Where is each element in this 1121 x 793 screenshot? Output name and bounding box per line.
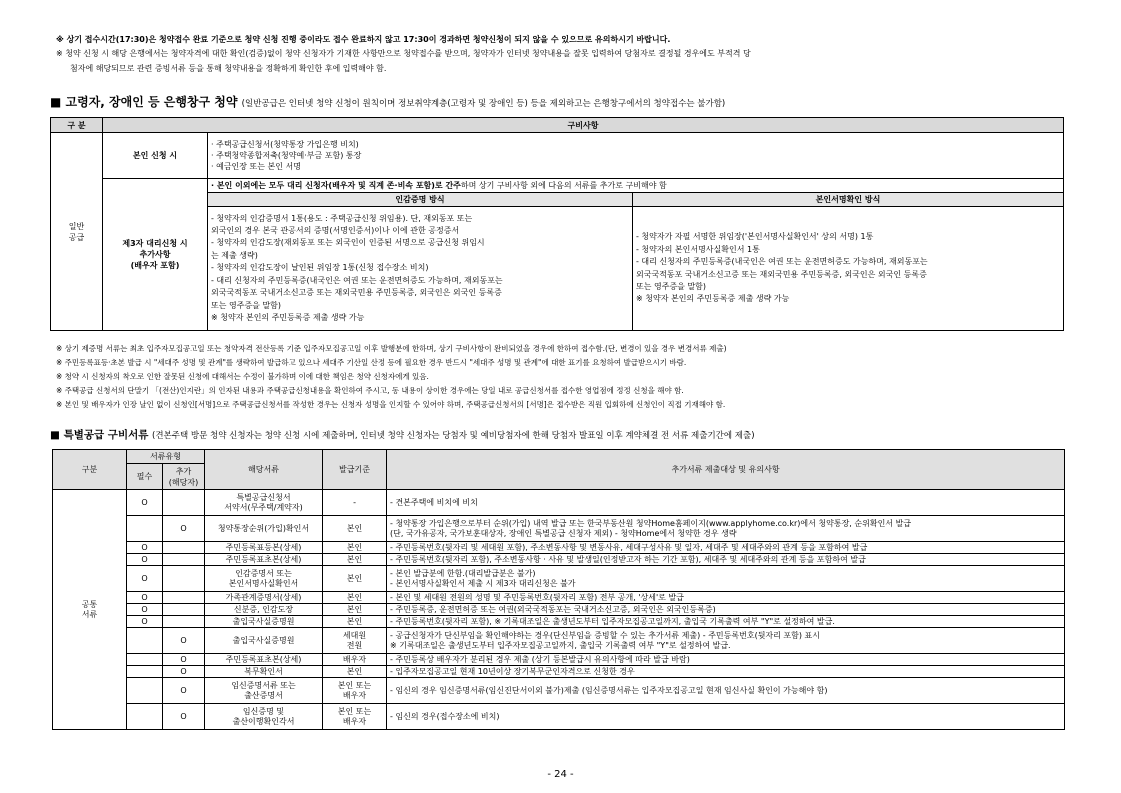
- issuer: 본인 또는 배우자: [323, 704, 387, 730]
- table-row: [53, 604, 1065, 616]
- issuer: 본인: [323, 616, 387, 628]
- table-row: [53, 654, 1065, 666]
- extra-mark: [163, 566, 205, 592]
- doc-note: - 주민등록번호(뒷자리 포함), ※ 기록대조일은 출생년도부터 입주자모집공고일까지, 출입국 기록출력 여부 "Y"로 설정하여 발급.: [387, 616, 1065, 628]
- notice-check-cont: 첨자에 해당되므로 관련 증빙서류 등을 통해 청약내용을 정확하게 확인한 후에 입력해야 함.: [70, 64, 387, 73]
- col-doc-type: 서류유형: [127, 450, 205, 464]
- col-gubun: 구분: [53, 450, 127, 490]
- section1-heading: [50, 93, 725, 110]
- doc-note: - 청약통장 가입은행으로부터 순위(가입) 내역 발급 또는 한국부동산원 청약Home홈페이지(www.applyhome.co.kr)에서 청약통장, 순위확인서 발급 (단, 국가유공자, 국가보훈대상자, 장애인 특별공급 신청자 제외) - 청약Home에서 청약한 경우 생략: [387, 516, 1065, 542]
- table-row: [53, 554, 1065, 566]
- row-proxy-label: 제3자 대리신청 시 추가사항 (배우자 포함): [103, 179, 208, 331]
- required-mark: O: [127, 490, 163, 516]
- category-general: 일반 공급: [51, 133, 103, 331]
- extra-mark: O: [163, 628, 205, 654]
- table-row: [53, 542, 1065, 554]
- table-row: [53, 678, 1065, 704]
- extra-mark: [163, 554, 205, 566]
- col-sign: 본인서명확인 방식: [633, 193, 1064, 207]
- doc-note: - 본인 발급분에 한함.(대리발급분은 불가) - 본인서명사실확인서 제출 시 제3자 대리신청은 불가: [387, 566, 1065, 592]
- extra-mark: [163, 604, 205, 616]
- required-mark: O: [127, 616, 163, 628]
- notice-mid-4: ※ 주택공급 신청서의 단말기 「(전산)인지란」의 인자된 내용과 주택공급신청내용을 확인하여 주시고, 동 내용이 상이한 경우에는 당일 내로 공급신청서를 접수한 영업점에 정정 신청을 해야 함.: [56, 386, 684, 395]
- table-row: [53, 666, 1065, 678]
- extra-mark: O: [163, 678, 205, 704]
- required-mark: O: [127, 566, 163, 592]
- doc-note: - 주민등록상 배우자가 분리된 경우 제출 (상기 등본발급시 유의사항에 따라 발급 바람): [387, 654, 1065, 666]
- row-self-label: 본인 신청 시: [103, 133, 208, 179]
- special-supply-docs-table: [52, 449, 1065, 730]
- doc-note: - 입주자모집공고일 현재 10년이상 장기복무군인자격으로 신청한 경우: [387, 666, 1065, 678]
- doc-note: - 공급신청자가 단신부임을 확인해야하는 경우(단신부임을 증빙할 수 있는 추가서류 제출) - 주민등록번호(뒷자리 포함) 표시 ※ 기록대조일은 출생년도부터 입주자모집공고일까지, 출입국 기록출력 여부 "Y"로 설정하여 발급.: [387, 628, 1065, 654]
- section1-title: ■ 고령자, 장애인 등 은행창구 청약: [50, 95, 238, 109]
- table-row: [53, 616, 1065, 628]
- table-row: [53, 566, 1065, 592]
- doc-note: - 주민등록번호(뒷자리 및 세대원 포함), 주소변동사항 및 변동사유, 세대구성사유 및 일자, 세대주 및 세대주와의 관계 등을 포함하여 발급: [387, 542, 1065, 554]
- required-mark: O: [127, 542, 163, 554]
- doc-name: 청약통장순위(가입)확인서: [205, 516, 323, 542]
- sign-method-items: - 청약자가 자필 서명한 위임장('본인서명사실확인서' 상의 서명) 1통 - 청약자의 본인서명사실확인서 1통 - 대리 신청자의 주민등록증(내국인은 여권 또는 운전면허증도 가능하며, 재외동포는 외국국적동포 국내거소신고증 또는 재외국민용 주민등록증, 외국인은 외국인 등록증 또는 영주증을 말함) ※ 청약자 본인의 주민등록증 제출 생략 가능: [633, 207, 1064, 331]
- required-mark: O: [127, 592, 163, 604]
- extra-mark: [163, 592, 205, 604]
- row-self-items: · 주택공급신청서(청약통장 가입은행 비치) · 주택청약종합저축(청약예·부금 포함) 통장 · 예금인장 또는 본인 서명: [208, 133, 1064, 179]
- page-number: - 24 -: [547, 769, 574, 780]
- notice-mid-2: ※ 주민등록표등·초본 발급 시 "세대주 성명 및 관계"를 생략하여 발급하고 있으나 세대주 기산일 산정 등에 필요한 경우 반드시 "세대주 성명 및 관계"에 대한 표기를 요청하여 발급받으시기 바람.: [56, 358, 687, 367]
- issuer: 세대원 전원: [323, 628, 387, 654]
- issuer: 본인: [323, 542, 387, 554]
- issuer: 본인 또는 배우자: [323, 678, 387, 704]
- issuer: 본인: [323, 566, 387, 592]
- extra-mark: O: [163, 516, 205, 542]
- seal-method-items: - 청약자의 인감증명서 1통(용도 : 주택공급신청 위임용). 단, 재외동포 또는 외국인의 경우 본국 관공서의 증명(서명인증서)이나 이에 관한 공정증서 - 청약자의 인감도장(재외동포 또는 외국인이 인증된 서명으로 공급신청 위임시 는 제출 생략) - 청약자의 인감도장이 날인된 위임장 1통(신청 접수장소 비치) - 대리 신청자의 주민등록증(내국인은 여권 또는 운전면허증도 가능하며, 재외동포는 외국국적동포 국내거소신고증 또는 재외국민용 주민등록증, 외국인은 외국인 등록증 또는 영주증을 말함) ※ 청약자 본인의 주민등록증 제출 생략 가능: [208, 207, 633, 331]
- issuer: 본인: [323, 604, 387, 616]
- section1-subtitle: (일반공급은 인터넷 청약 신청이 원칙이며 정보취약계층(고령자 및 장애인 등) 등을 제외하고는 은행창구에서의 청약접수는 불가함): [241, 99, 726, 109]
- doc-name: 신분증, 인감도장: [205, 604, 323, 616]
- required-mark: O: [127, 604, 163, 616]
- extra-mark: [163, 490, 205, 516]
- required-mark: [127, 516, 163, 542]
- required-mark: [127, 704, 163, 730]
- issuer: 배우자: [323, 654, 387, 666]
- issuer: 본인: [323, 666, 387, 678]
- col-docs: 구비사항: [103, 118, 1064, 133]
- notice-mid-3: ※ 청약 시 신청자의 착오로 인한 잘못된 신청에 대해서는 수정이 불가하며 이에 대한 책임은 청약 신청자에게 있음.: [56, 372, 429, 381]
- issuer: 본인: [323, 592, 387, 604]
- col-gubun: 구 분: [51, 118, 103, 133]
- table-row: [53, 516, 1065, 542]
- notice-mid-1: ※ 상기 제증명 서류는 최초 입주자모집공고일 또는 청약자격 전산등록 기준 입주자모집공고일 이후 발행분에 한하며, 상기 구비사항이 완비되었을 경우에 한하여 접수함.(단, 변경이 있을 경우 변경서류 제출): [56, 344, 727, 353]
- extra-mark: [163, 542, 205, 554]
- table-row: [53, 628, 1065, 654]
- issuer: 본인: [323, 516, 387, 542]
- doc-name: 임신증명서류 또는 출산증명서: [205, 678, 323, 704]
- extra-mark: O: [163, 654, 205, 666]
- required-mark: [127, 628, 163, 654]
- issuer: 본인: [323, 554, 387, 566]
- doc-name: 가족관계증명서(상세): [205, 592, 323, 604]
- col-doc: 해당서류: [205, 450, 323, 490]
- section2-subtitle: (견본주택 방문 청약 신청자는 청약 신청 시에 제출하며, 인터넷 청약 신청자는 당첨자 및 예비당첨자에 한해 당첨자 발표일 이후 계약체결 전 서류 제출기간에 제출): [152, 431, 755, 441]
- notice-mid-5: ※ 본인 및 배우자가 인장 날인 없이 신청인[서명]으로 주택공급신청서를 작성한 경우는 신청자 성명을 인지할 수 있어야 하며, 주택공급신청서의 [서명]은 접수받은 직원 입회하에 신청인이 직접 기재해야 함.: [56, 400, 726, 409]
- col-notes: 추가서류 제출대상 및 유의사항: [387, 450, 1065, 490]
- doc-note: - 임신의 경우(접수장소에 비치): [387, 704, 1065, 730]
- doc-note: - 임신의 경우 임신증명서류(임신진단서이외 불가)제출 (임신증명서류는 입주자모집공고일 현재 임신사실 확인이 가능해야 함): [387, 678, 1065, 704]
- table-row: [53, 592, 1065, 604]
- required-mark: [127, 678, 163, 704]
- window-application-table: [50, 117, 1064, 331]
- required-mark: [127, 654, 163, 666]
- required-mark: [127, 666, 163, 678]
- doc-name: 주민등록표등본(상세): [205, 542, 323, 554]
- notice-check: ※ 청약 신청 시 해당 은행에서는 청약자격에 대한 확인(검증)없이 청약 신청자가 기재한 사항만으로 청약접수를 받으며, 청약자가 인터넷 청약내용을 잘못 입력하여 당첨자로 결정될 경우에도 부적격 당: [56, 49, 751, 58]
- required-mark: O: [127, 554, 163, 566]
- docs-table-body: [53, 490, 1065, 730]
- table-row: [53, 490, 1065, 516]
- issuer: -: [323, 490, 387, 516]
- doc-name: 인감증명서 또는 본인서명사실확인서: [205, 566, 323, 592]
- extra-mark: O: [163, 666, 205, 678]
- table-row: [53, 704, 1065, 730]
- doc-name: 주민등록표초본(상세): [205, 654, 323, 666]
- col-seal: 인감증명 방식: [208, 193, 633, 207]
- doc-name: 출입국사실증명원: [205, 616, 323, 628]
- doc-note: - 견본주택에 비치에 비치: [387, 490, 1065, 516]
- doc-note: - 본인 및 세대원 전원의 성명 및 주민등록번호(뒷자리 포함) 전부 공개, '상세'로 발급: [387, 592, 1065, 604]
- col-required: 필수: [127, 464, 163, 490]
- doc-name: 특별공급신청서 서약서(무주택/계약자): [205, 490, 323, 516]
- col-extra: 추가 (해당자): [163, 464, 205, 490]
- doc-name: 주민등록표초본(상세): [205, 554, 323, 566]
- extra-mark: O: [163, 704, 205, 730]
- row-proxy-intro: · 본인 이외에는 모두 대리 신청자(배우자 및 직계 존·비속 포함)로 간주하며 상기 구비사항 외에 다음의 서류를 추가로 구비해야 함: [208, 179, 1064, 193]
- doc-note: - 주민등록번호(뒷자리 포함), 주소변동사항 · 사유 및 발생일(인정받고자 하는 기간 포함), 세대주 및 세대주와의 관계 등을 포함하여 발급: [387, 554, 1065, 566]
- notice-time: ※ 상기 접수시간(17:30)은 청약접수 완료 기준으로 청약 신청 진행 중이라도 접수 완료하지 않고 17:30이 경과하면 청약신청이 되지 않을 수 있으므로 유의하시기 바랍니다.: [56, 35, 671, 44]
- section2-title: ■ 특별공급 구비서류: [50, 429, 149, 441]
- section2-heading: [50, 427, 755, 442]
- doc-name: 복무확인서: [205, 666, 323, 678]
- doc-name: 출입국사실증명원: [205, 628, 323, 654]
- extra-mark: [163, 616, 205, 628]
- col-issuer: 발급기준: [323, 450, 387, 490]
- doc-note: - 주민등록증, 운전면허증 또는 여권(외국국적동포는 국내거소신고증, 외국인은 외국인등록증): [387, 604, 1065, 616]
- doc-name: 임신증명 및 출산이행확인각서: [205, 704, 323, 730]
- category-common: 공통 서류: [53, 490, 127, 730]
